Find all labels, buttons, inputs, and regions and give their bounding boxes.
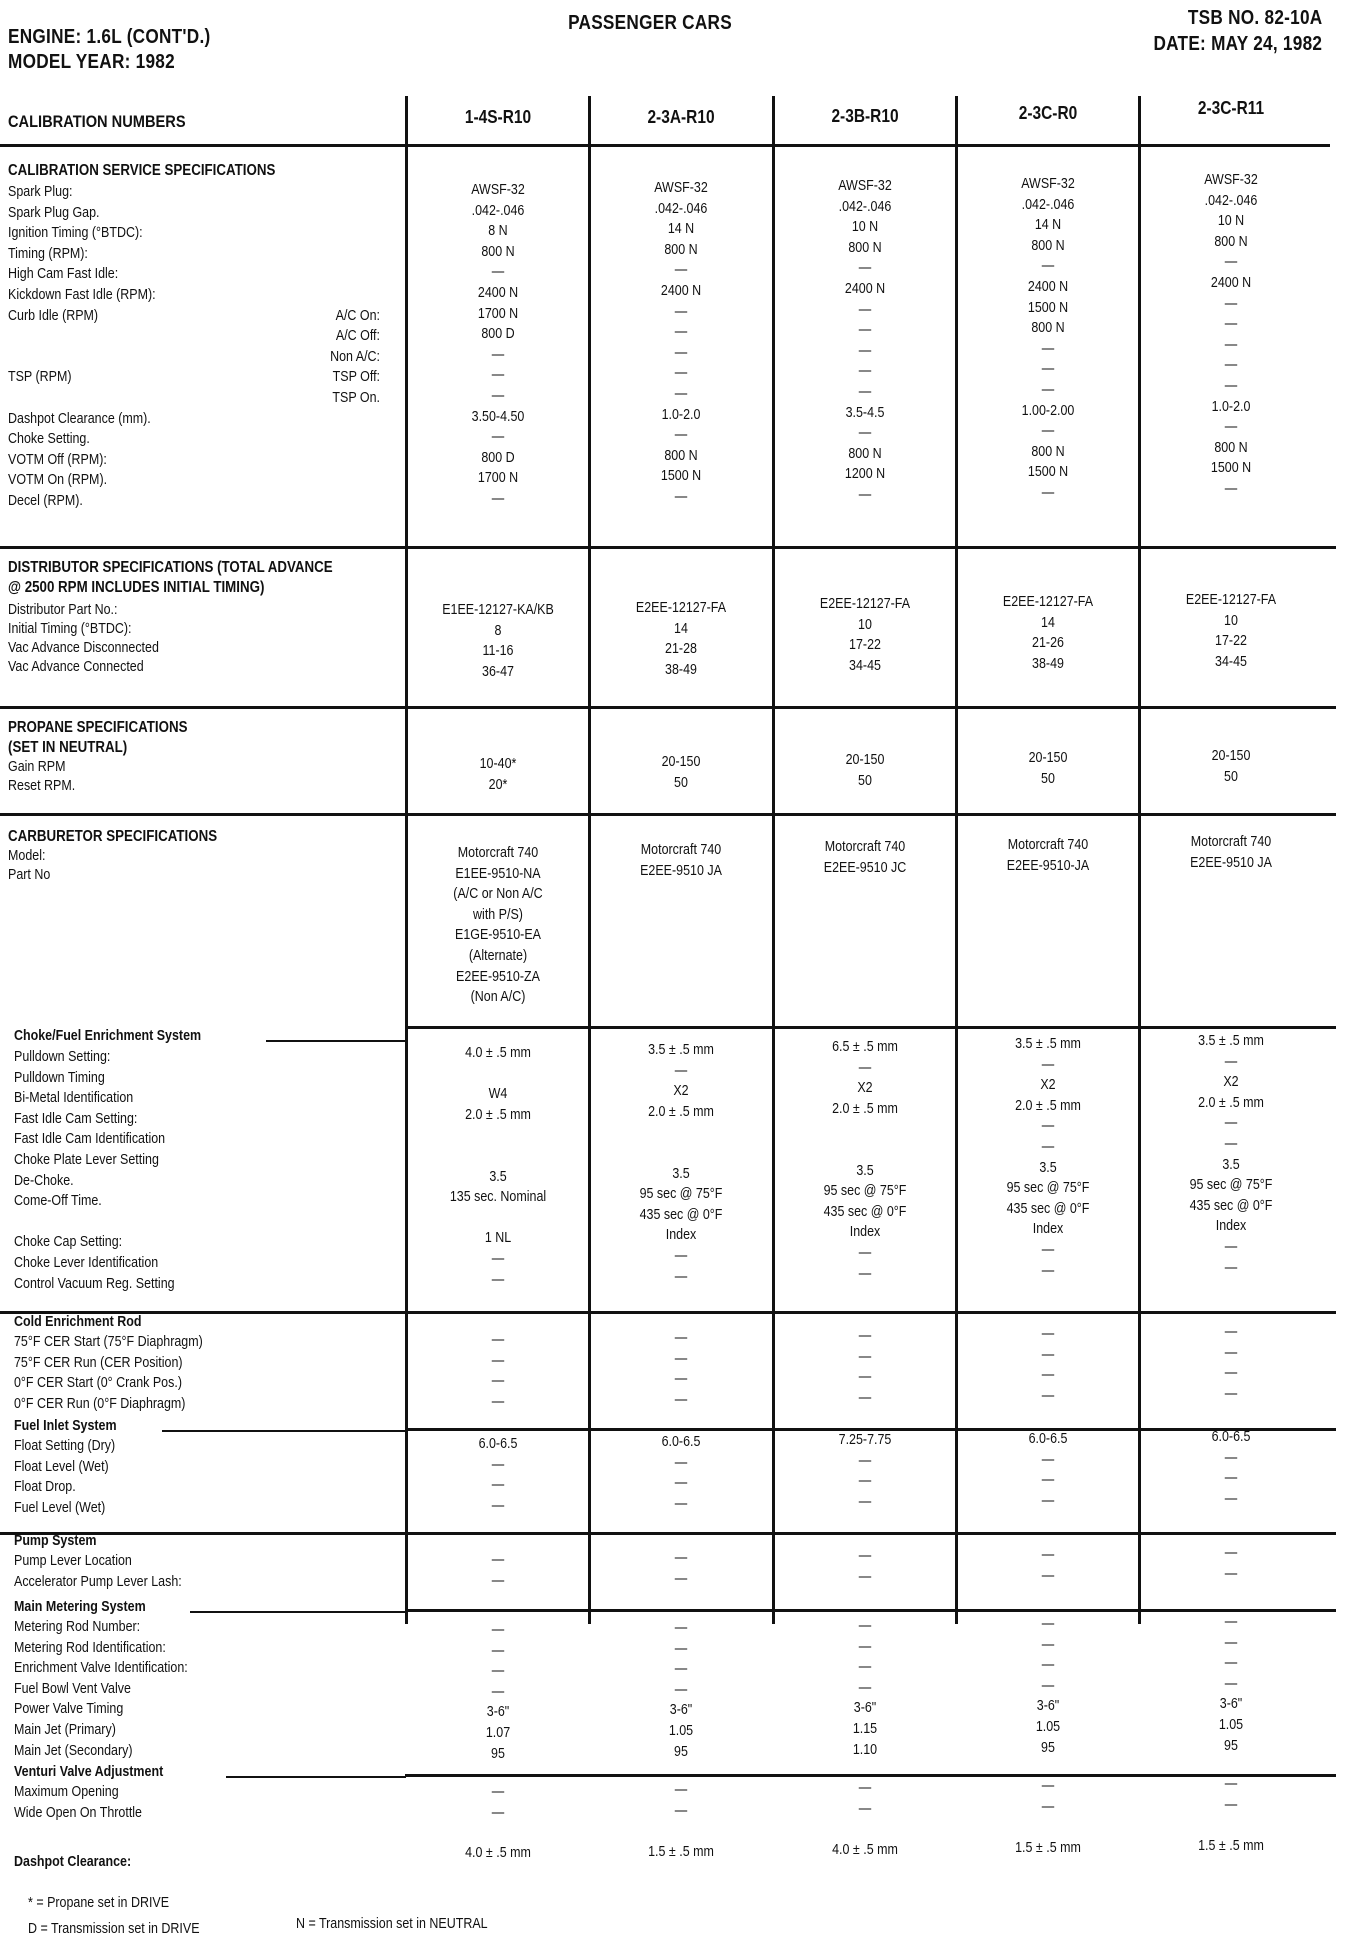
propane-values-col4: 20-150 50 [1028, 750, 1068, 787]
carburetor-heading: CARBURETOR SPECIFICATIONS [8, 828, 218, 845]
section-rule [0, 546, 1336, 549]
venturi-values-col3: — — [858, 1780, 872, 1817]
column-divider [1138, 96, 1141, 1624]
main-metering-values-col3: — — — — 3-6" 1.15 1.10 [852, 1618, 878, 1758]
venturi-values-col2: — — [674, 1782, 688, 1819]
service-values-col5: AWSF-32 .042-.046 10 N 800 N — 2400 N — — — — — 1.0-2.0 — 800 N 1500 N — [1204, 172, 1258, 497]
pump-values-col4: — — [1041, 1547, 1055, 1584]
footnote-drive: D = Transmission set in DRIVE [28, 1921, 200, 1937]
fuel-inlet-values-col1: 6.0-6.5 — — — [478, 1436, 518, 1514]
subsection-leader [226, 1776, 406, 1778]
venturi-values-col5: — — [1224, 1776, 1238, 1813]
document-title: PASSENGER CARS [568, 12, 732, 34]
fuel-inlet-values-col2: 6.0-6.5 — — — [661, 1434, 701, 1512]
dashpot-value: 1.5 ± .5 mm [648, 1844, 714, 1860]
subsection-leader [162, 1430, 406, 1432]
cold-enrichment-values-col2: — — — — [674, 1330, 688, 1408]
propane-heading: PROPANE SPECIFICATIONS [8, 719, 188, 736]
calibration-number: 2-3C-R11 [1197, 98, 1265, 118]
tsb-number: TSB NO. 82-10A [1187, 7, 1322, 29]
carburetor-values-col1: Motorcraft 740 E1EE-9510-NA (A/C or Non A/C with P/S) E1GE-9510-EA (Alternate) E2EE-9510-ZA (Non A/C) [453, 845, 543, 1006]
footnote-neutral: N = Transmission set in NEUTRAL [296, 1916, 488, 1932]
pump-values-col3: — — [858, 1548, 872, 1585]
fuel-inlet-heading: Fuel Inlet System [14, 1418, 117, 1434]
propane-values-col5: 20-150 50 [1211, 748, 1251, 785]
column-divider [772, 96, 775, 1624]
pump-system-heading: Pump System [14, 1533, 97, 1549]
column-divider [405, 96, 408, 1624]
main-metering-values-col5: — — — — 3-6" 1.05 95 [1218, 1614, 1244, 1754]
dashpot-value: 4.0 ± .5 mm [832, 1842, 898, 1858]
subsection-leader [190, 1611, 406, 1613]
propane-labels: Gain RPM Reset RPM. [8, 759, 76, 794]
choke-heading: Choke/Fuel Enrichment System [14, 1028, 202, 1044]
carburetor-values-col3: Motorcraft 740 E2EE-9510 JC [823, 839, 907, 876]
choke-labels: Pulldown Setting: Pulldown Timing Bi-Metal Identification Fast Idle Cam Setting: Fast Idle Cam Identification Choke Plate Lever Setting De-Choke. Come-Off Time. Choke Cap Setting: Choke Lever Identification Control Vacuum Reg. Setting [14, 1049, 175, 1292]
column-divider [955, 96, 958, 1624]
choke-values-col3: 6.5 ± .5 mm — X2 2.0 ± .5 mm 3.5 95 sec @ 75°F 435 sec @ 0°F Index — — [823, 1039, 907, 1282]
footnote-propane: * = Propane set in DRIVE [28, 1895, 170, 1911]
section-rule [0, 144, 1330, 147]
choke-values-col4: 3.5 ± .5 mm — X2 2.0 ± .5 mm — — 3.5 95 sec @ 75°F 435 sec @ 0°F Index — — [1006, 1036, 1090, 1279]
distributor-values-col5: E2EE-12127-FA 10 17-22 34-45 [1185, 592, 1277, 670]
service-specs-heading: CALIBRATION SERVICE SPECIFICATIONS [8, 162, 276, 179]
venturi-values-col1: — — [491, 1784, 505, 1821]
carburetor-values-col2: Motorcraft 740 E2EE-9510 JA [640, 842, 722, 879]
choke-values-col2: 3.5 ± .5 mm — X2 2.0 ± .5 mm 3.5 95 sec @ 75°F 435 sec @ 0°F Index — — [639, 1042, 723, 1285]
pump-values-col1: — — [491, 1552, 505, 1589]
pump-values-col5: — — [1224, 1545, 1238, 1582]
calibration-numbers-label: CALIBRATION NUMBERS [8, 112, 186, 131]
dashpot-value: 1.5 ± .5 mm [1198, 1838, 1264, 1854]
section-rule [0, 1311, 1336, 1314]
propane-values-col2: 20-150 50 [661, 754, 701, 791]
venturi-heading: Venturi Valve Adjustment [14, 1764, 164, 1780]
tsb-date: DATE: MAY 24, 1982 [1153, 33, 1322, 55]
cold-enrichment-values-col4: — — — — [1041, 1326, 1055, 1404]
dashpot-clearance-heading: Dashpot Clearance: [14, 1854, 132, 1870]
main-metering-values-col1: — — — — 3-6" 1.07 95 [485, 1622, 511, 1762]
column-divider [588, 96, 591, 1624]
calibration-number: 2-3C-R0 [1018, 103, 1078, 123]
cold-enrichment-values-col5: — — — — [1224, 1324, 1238, 1402]
distributor-labels: Distributor Part No.: Initial Timing (°BTDC): Vac Advance Disconnected Vac Advance Connected [8, 602, 159, 675]
calibration-number: 2-3A-R10 [647, 107, 715, 127]
dashpot-value: 4.0 ± .5 mm [465, 1845, 531, 1861]
cold-enrichment-heading: Cold Enrichment Rod [14, 1314, 142, 1330]
fuel-inlet-values-col3: 7.25-7.75 — — — [838, 1432, 892, 1510]
main-metering-heading: Main Metering System [14, 1599, 146, 1615]
section-rule [0, 706, 1336, 709]
cold-enrichment-labels: 75°F CER Start (75°F Diaphragm) 75°F CER Run (CER Position) 0°F CER Start (0° Crank Pos.) 0°F CER Run (0°F Diaphragm) [14, 1334, 203, 1412]
section-rule [405, 1026, 1336, 1029]
dashpot-value: 1.5 ± .5 mm [1015, 1840, 1081, 1856]
pump-values-col2: — — [674, 1550, 688, 1587]
section-rule [0, 813, 1336, 816]
carburetor-values-col5: Motorcraft 740 E2EE-9510 JA [1190, 834, 1272, 871]
distributor-values-col4: E2EE-12127-FA 14 21-26 38-49 [1002, 594, 1094, 672]
distributor-heading: DISTRIBUTOR SPECIFICATIONS (TOTAL ADVANCE [8, 559, 333, 576]
propane-heading-cont: (SET IN NEUTRAL) [8, 739, 128, 756]
engine-label: ENGINE: 1.6L (CONT'D.) [8, 26, 211, 48]
service-values-col2: AWSF-32 .042-.046 14 N 800 N — 2400 N — — — — — 1.0-2.0 — 800 N 1500 N — [654, 180, 708, 505]
service-labels: Spark Plug: Spark Plug Gap. Ignition Timing (°BTDC): Timing (RPM): High Cam Fast Idle: Kickdown Fast Idle (RPM): Curb Idle (RPM) TSP (RPM) Dashpot Clearance (mm). Choke Setting. VOTM Off (RPM): VOTM On (RPM). Decel (RPM). [8, 184, 156, 509]
choke-values-col5: 3.5 ± .5 mm — X2 2.0 ± .5 mm — — 3.5 95 sec @ 75°F 435 sec @ 0°F Index — — [1189, 1033, 1273, 1276]
section-rule [0, 1532, 1336, 1535]
main-metering-labels: Metering Rod Number: Metering Rod Identification: Enrichment Valve Identification: Fuel Bowl Vent Valve Power Valve Timing Main Jet (Primary) Main Jet (Secondary) [14, 1619, 188, 1759]
fuel-inlet-values-col4: 6.0-6.5 — — — [1028, 1431, 1068, 1509]
choke-values-col1: 4.0 ± .5 mm W4 2.0 ± .5 mm 3.5 135 sec. Nominal 1 NL — — [449, 1045, 547, 1288]
fuel-inlet-labels: Float Setting (Dry) Float Level (Wet) Float Drop. Fuel Level (Wet) [14, 1438, 116, 1516]
service-values-col4: AWSF-32 .042-.046 14 N 800 N — 2400 N 1500 N 800 N — — — 1.00-2.00 — 800 N 1500 N — [1021, 176, 1075, 501]
cold-enrichment-values-col3: — — — — [858, 1328, 872, 1406]
venturi-values-col4: — — [1041, 1778, 1055, 1815]
service-values-col3: AWSF-32 .042-.046 10 N 800 N — 2400 N — — — — — 3.5-4.5 — 800 N 1200 N — [838, 178, 892, 503]
service-values-col1: AWSF-32 .042-.046 8 N 800 N — 2400 N 1700 N 800 D — — — 3.50-4.50 — 800 D 1700 N — [471, 182, 525, 507]
distributor-values-col2: E2EE-12127-FA 14 21-28 38-49 [635, 600, 727, 678]
calibration-number: 2-3B-R10 [831, 106, 899, 126]
calibration-number: 1-4S-R10 [464, 107, 532, 127]
venturi-labels: Maximum Opening Wide Open On Throttle [14, 1784, 143, 1821]
service-sublabels: A/C On: A/C Off: Non A/C: TSP Off: TSP On. [330, 307, 380, 406]
cold-enrichment-values-col1: — — — — [491, 1332, 505, 1410]
distributor-values-col3: E2EE-12127-FA 10 17-22 34-45 [819, 596, 911, 674]
subsection-leader [266, 1040, 406, 1042]
propane-values-col3: 20-150 50 [845, 752, 885, 789]
main-metering-values-col4: — — — — 3-6" 1.05 95 [1035, 1616, 1061, 1756]
fuel-inlet-values-col5: 6.0-6.5 — — — [1211, 1429, 1251, 1507]
model-year-label: MODEL YEAR: 1982 [8, 51, 175, 73]
distributor-values-col1: E1EE-12127-KA/KB 8 11-16 36-47 [442, 602, 554, 680]
pump-system-labels: Pump Lever Location Accelerator Pump Lever Lash: [14, 1553, 182, 1590]
carburetor-values-col4: Motorcraft 740 E2EE-9510-JA [1006, 837, 1090, 874]
distributor-heading-cont: @ 2500 RPM INCLUDES INITIAL TIMING) [8, 579, 265, 596]
main-metering-values-col2: — — — — 3-6" 1.05 95 [668, 1620, 694, 1760]
propane-values-col1: 10-40* 20* [479, 756, 517, 793]
carburetor-labels: Model: Part No [8, 848, 51, 883]
